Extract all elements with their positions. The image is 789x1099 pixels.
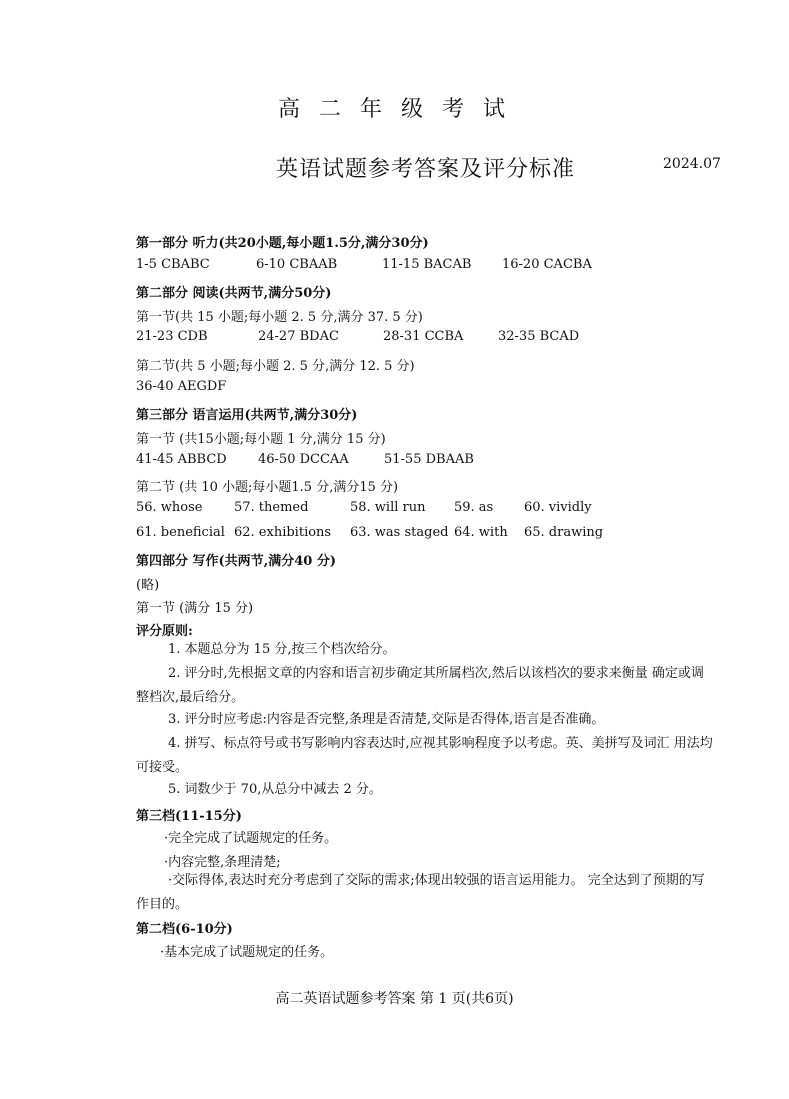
answer-group: 46-50 DCCAA xyxy=(258,452,349,467)
band2-heading: 第二档(6-10分) xyxy=(136,922,233,937)
page-title: 高 二 年 级 考 试 xyxy=(278,97,511,122)
answer-group: 41-45 ABBCD xyxy=(136,452,227,467)
answer-item: 60. vividly xyxy=(524,500,592,515)
answer-group: 32-35 BCAD xyxy=(498,329,580,344)
part4-section1-heading: 第一节 (满分 15 分) xyxy=(136,601,254,616)
rule-2: 2. 评分时,先根据文章的内容和语言初步确定其所属档次,然后以该档次的要求来衡量 确定或调整档次,最后给分。 xyxy=(136,666,704,705)
answer-item: 64. with xyxy=(454,525,508,540)
part2-section2-heading: 第二节(共 5 小题;每小题 2. 5 分,满分 12. 5 分) xyxy=(136,359,415,374)
answer-group: 24-27 BDAC xyxy=(258,329,339,344)
answer-group: 51-55 DBAAB xyxy=(384,452,474,467)
band3-criterion: ·交际得体,表达时充分考虑到了交际的需求;体现出较强的语言运用能力。 完全达到了预期的写作目的。 xyxy=(136,873,705,912)
part3-section2-heading: 第二节 (共 10 小题;每小题1.5 分,满分15 分) xyxy=(136,480,399,495)
band2-criterion: ·基本完成了试题规定的任务。 xyxy=(160,945,334,960)
part3-heading: 第三部分 语言运用(共两节,满分30分) xyxy=(136,408,358,423)
answer-group: 11-15 BACAB xyxy=(382,257,472,272)
part1-heading: 第一部分 听力(共20小题,每小题1.5分,满分30分) xyxy=(136,236,429,251)
page-footer: 高二英语试题参考答案 第 1 页(共6页) xyxy=(275,991,514,1007)
answer-item: 63. was staged xyxy=(350,525,449,540)
answer-item: 56. whose xyxy=(136,500,203,515)
answer-group: 16-20 CACBA xyxy=(502,257,592,272)
part2-heading: 第二部分 阅读(共两节,满分50分) xyxy=(136,286,332,301)
rule-1: 1. 本题总分为 15 分,按三个档次给分。 xyxy=(168,642,396,657)
band3-criterion: ·完全完成了试题规定的任务。 xyxy=(164,831,338,846)
band3-criterion: ·内容完整,条理清楚; xyxy=(164,855,281,870)
rule-5: 5. 词数少于 70,从总分中减去 2 分。 xyxy=(168,782,382,797)
answer-group: 1-5 CBABC xyxy=(136,257,210,272)
answer-item: 59. as xyxy=(454,500,494,515)
omitted-note: (略) xyxy=(136,578,160,593)
document-subtitle: 英语试题参考答案及评分标准 xyxy=(276,157,576,182)
answer-item: 61. beneficial xyxy=(136,525,225,540)
answer-item: 57. themed xyxy=(234,500,309,515)
part2-section1-heading: 第一节(共 15 小题;每小题 2. 5 分,满分 37. 5 分) xyxy=(136,310,423,325)
answer-item: 58. will run xyxy=(350,500,426,515)
rule-4: 4. 拼写、标点符号或书写影响内容表达时,应视其影响程度予以考虑。英、美拼写及词汇 用法均可接受。 xyxy=(136,736,713,775)
answer-item: 62. exhibitions xyxy=(234,525,332,540)
answer-item: 65. drawing xyxy=(524,525,604,540)
rule-3: 3. 评分时应考虑:内容是否完整,条理是否清楚,交际是否得体,语言是否准确。 xyxy=(168,712,605,727)
answer-group: 36-40 AEGDF xyxy=(136,379,227,394)
answer-group: 6-10 CBAAB xyxy=(256,257,338,272)
part3-section1-heading: 第一节 (共15小题;每小题 1 分,满分 15 分) xyxy=(136,432,386,447)
answer-group: 28-31 CCBA xyxy=(383,329,464,344)
part4-heading: 第四部分 写作(共两节,满分40 分) xyxy=(136,554,336,569)
document-date: 2024.07 xyxy=(663,156,721,172)
principles-heading: 评分原则: xyxy=(136,624,193,639)
answer-group: 21-23 CDB xyxy=(136,329,208,344)
band3-heading: 第三档(11-15分) xyxy=(136,809,242,824)
